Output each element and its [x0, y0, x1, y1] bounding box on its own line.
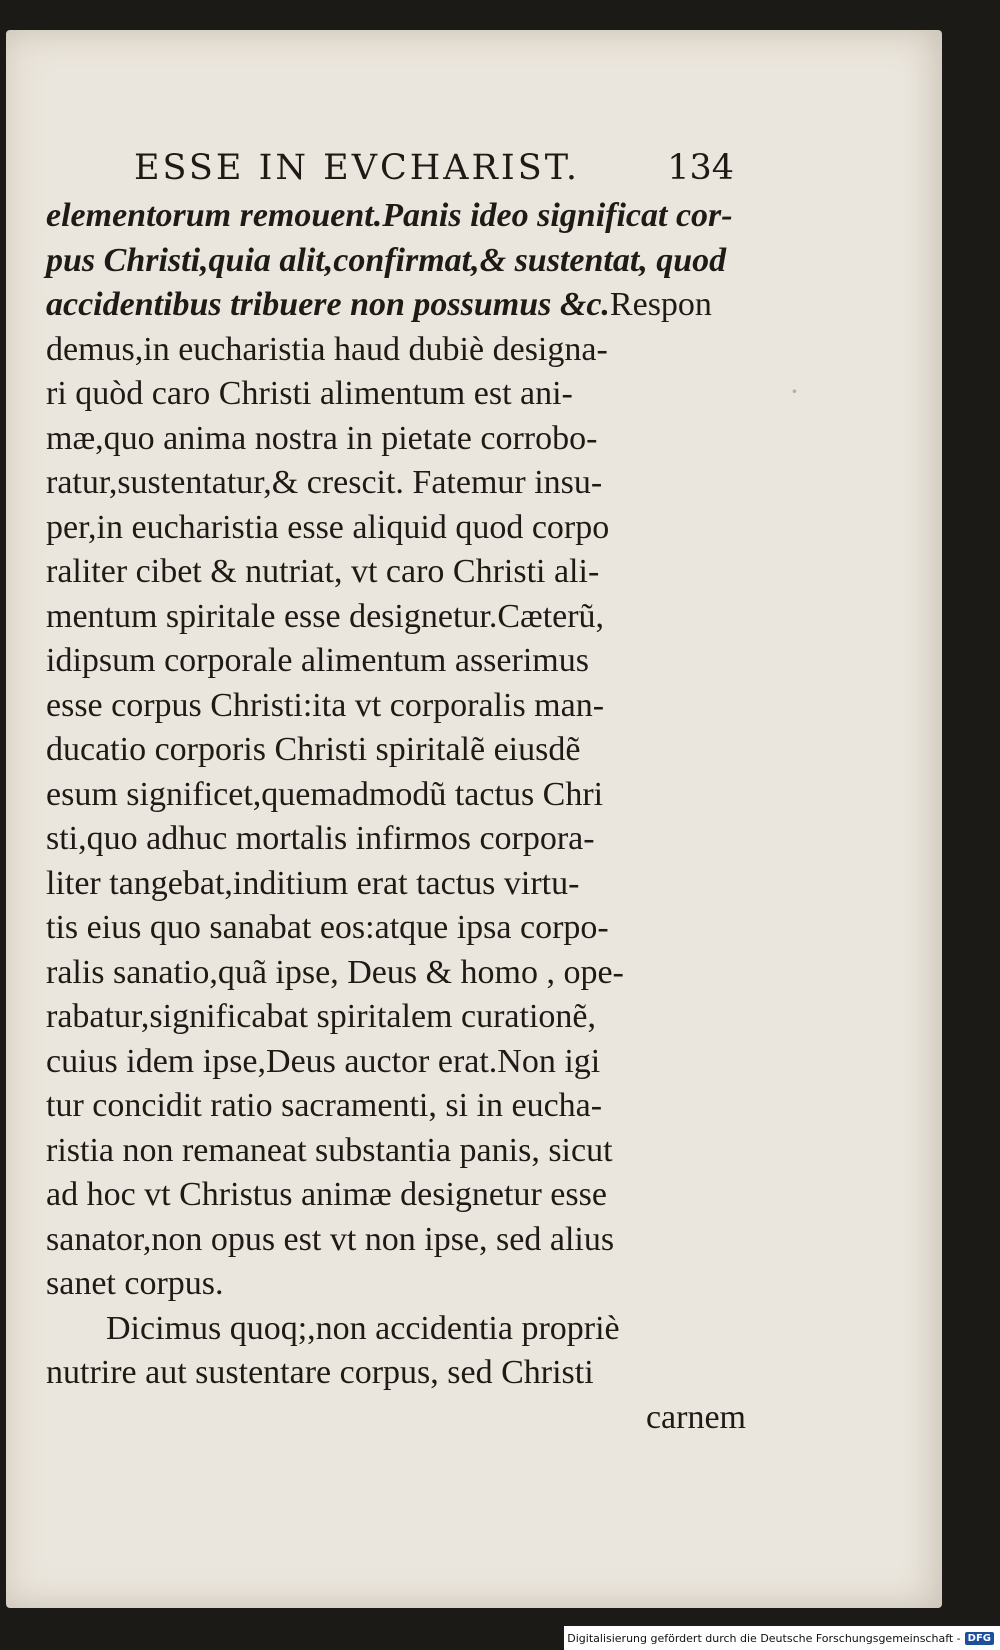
text-line	[46, 906, 746, 951]
text-line	[46, 461, 746, 506]
page-header	[134, 148, 734, 198]
running-title: ESSE IN EVCHARIST.	[134, 148, 581, 188]
dfg-logo: DFG	[965, 1632, 994, 1645]
text-line	[46, 995, 746, 1040]
text-line	[46, 639, 746, 684]
text-line	[46, 417, 746, 462]
roman-segment: ratur,sustentatur,& crescit. Fatemur insu-	[46, 464, 603, 501]
text-line	[46, 1173, 746, 1218]
text-line	[46, 728, 746, 773]
roman-segment: ducatio corporis Christi spiritalẽ eiusdẽ	[46, 731, 581, 768]
roman-segment: ristia non remaneat substantia panis, sicut	[46, 1131, 613, 1169]
italic-segment: elementorum remouent.	[46, 197, 383, 234]
italic-segment: accidentibus tribuere non possumus &c.	[46, 286, 610, 323]
bleed-through-mark: ·	[790, 375, 799, 408]
roman-segment: ad hoc vt Christus animæ designetur esse	[46, 1176, 607, 1213]
text-line	[46, 1084, 746, 1129]
digitization-credit	[564, 1626, 1000, 1650]
text-line	[46, 1218, 746, 1263]
text-line	[46, 1129, 746, 1174]
roman-segment: demus,in eucharistia haud dubiè designa-	[46, 330, 608, 368]
roman-segment: sanet corpus.	[46, 1265, 224, 1302]
text-line	[46, 595, 746, 640]
roman-segment: ri quòd caro Christi alimentum est ani-	[46, 375, 573, 412]
text-line	[46, 194, 746, 239]
roman-segment: esum significet,quemadmodũ tactus Chri	[46, 775, 604, 813]
catchword	[46, 1396, 746, 1441]
text-line	[46, 372, 746, 417]
roman-segment: Respon	[609, 286, 712, 323]
roman-segment: cuius idem ipse,Deus auctor erat.Non igi	[46, 1042, 601, 1080]
book-page	[6, 30, 942, 1608]
text-line	[46, 506, 746, 551]
italic-segment: pus Christi,quia alit,confirmat,& sustentat, quod	[46, 241, 727, 279]
page-number: 134	[667, 148, 734, 188]
text-line	[46, 550, 746, 595]
credit-text: Digitalisierung gefördert durch die Deutsche Forschungsgemeinschaft -	[567, 1631, 961, 1645]
roman-segment: mæ,quo anima nostra in pietate corrobo-	[46, 419, 598, 457]
roman-segment: tis eius quo sanabat eos:atque ipsa corpo-	[46, 909, 609, 946]
text-line	[46, 817, 746, 862]
roman-segment: idipsum corporale alimentum asserimus	[46, 642, 589, 679]
text-line	[46, 951, 746, 996]
roman-segment: sanator,non opus est vt non ipse, sed alius	[46, 1220, 615, 1258]
roman-segment: Dicimus quoq;,non accidentia propriè	[106, 1309, 620, 1347]
roman-segment: mentum spiritale esse designetur.Cæterũ,	[46, 597, 605, 635]
body-text	[46, 194, 746, 1440]
italic-segment: Panis ideo significat cor-	[382, 197, 733, 234]
roman-segment: per,in eucharistia esse aliquid quod corpo	[46, 508, 610, 546]
roman-segment: sti,quo adhuc mortalis infirmos corpora-	[46, 820, 595, 857]
text-line	[46, 684, 746, 729]
text-line	[46, 328, 746, 373]
roman-segment: tur concidit ratio sacramenti, si in eucha-	[46, 1087, 603, 1124]
text-line	[46, 862, 746, 907]
text-line	[46, 1040, 746, 1085]
text-line	[46, 773, 746, 818]
roman-segment: ralis sanatio,quã ipse, Deus & homo , ope-	[46, 953, 624, 991]
roman-segment: carnem	[645, 1398, 746, 1436]
text-line	[46, 1262, 746, 1307]
roman-segment: raliter cibet & nutriat, vt caro Christi ali-	[46, 553, 600, 590]
roman-segment: liter tangebat,inditium erat tactus virtu-	[46, 864, 580, 902]
roman-segment: rabatur,significabat spiritalem curationẽ,	[46, 998, 596, 1035]
roman-segment: esse corpus Christi:ita vt corporalis man-	[46, 686, 605, 724]
roman-segment: nutrire aut sustentare corpus, sed Christi	[46, 1354, 594, 1391]
text-line	[46, 1307, 746, 1352]
text-line	[46, 239, 746, 284]
text-line	[46, 283, 746, 328]
text-line	[46, 1351, 746, 1396]
